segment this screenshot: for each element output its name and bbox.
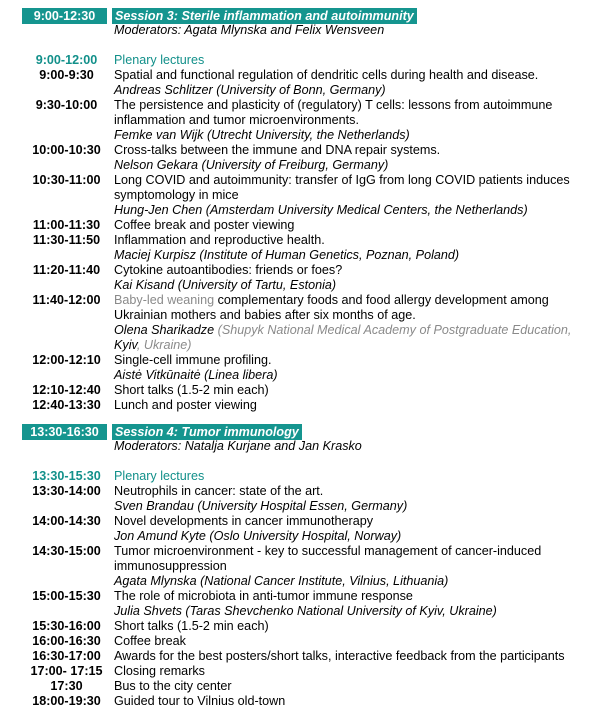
item-speaker: Hung-Jen Chen (Amsterdam University Medical Centers, the Netherlands): [114, 203, 528, 217]
item-title: Coffee break and poster viewing: [114, 218, 295, 232]
item-title: Tumor microenvironment - key to successful management of cancer-induced: [114, 544, 542, 558]
session-4-moderators: Moderators: Natalja Kurjane and Jan Krasko: [114, 439, 362, 453]
item-time: 9:00-9:30: [39, 68, 94, 82]
item-title: The persistence and plasticity of (regulatory) T cells: lessons from autoimmune: [114, 98, 553, 112]
item-title: Short talks (1.5-2 min each): [114, 619, 269, 633]
item-speaker: Maciej Kurpisz (Institute of Human Genetics, Poznan, Poland): [114, 248, 460, 262]
item-time: 11:40-12:00: [32, 293, 101, 307]
item-speaker: Sven Brandau (University Hospital Essen, Germany): [114, 499, 408, 513]
item-title-rest: complementary foods and food allergy development among: [214, 293, 549, 307]
item-time: 10:30-11:00: [32, 173, 101, 187]
item-title: Inflammation and reproductive health.: [114, 233, 325, 247]
session-4-plenary-label: Plenary lectures: [114, 469, 205, 483]
item-title: Novel developments in cancer immunotherapy: [114, 514, 374, 528]
item-title: Neutrophils in cancer: state of the art.: [114, 484, 324, 498]
item-title-cont: inflammation and tumor microenvironments.: [114, 113, 359, 127]
item-time: 11:20-11:40: [32, 263, 101, 277]
session-4-plenary-time: 13:30-15:30: [32, 469, 101, 483]
item-time: 9:30-10:00: [35, 98, 98, 112]
session-4-time: 13:30-16:30: [22, 424, 107, 440]
item-speaker-cont: [114, 338, 191, 353]
speaker-affiliation: (Shupyk National Medical Academy of Postgraduate Education,: [214, 323, 572, 337]
item-time: 16:30-17:00: [32, 649, 101, 663]
item-time: 11:30-11:50: [32, 233, 101, 247]
item-time: 15:30-16:00: [32, 619, 101, 633]
item-title: [114, 293, 549, 308]
item-time: 17:00- 17:15: [30, 664, 103, 678]
item-speaker: Nelson Gekara (University of Freiburg, Germany): [114, 158, 389, 172]
item-title: Coffee break: [114, 634, 186, 648]
item-speaker: Kai Kisand (University of Tartu, Estonia): [114, 278, 337, 292]
session-3-moderators: Moderators: Agata Mlynska and Felix Wensveen: [114, 23, 385, 37]
item-speaker: Andreas Schlitzer (University of Bonn, Germany): [114, 83, 386, 97]
item-title-cont: immunosuppression: [114, 559, 227, 573]
item-title-cont: Ukrainian mothers and babies after six months of age.: [114, 308, 416, 322]
item-speaker: Julia Shvets (Taras Shevchenko National University of Kyiv, Ukraine): [114, 604, 497, 618]
speaker-country: , Ukraine): [136, 338, 192, 352]
item-title: Guided tour to Vilnius old-town: [114, 694, 286, 708]
item-title: Closing remarks: [114, 664, 205, 678]
session-4-title: Session 4: Tumor immunology: [112, 424, 302, 440]
item-time: 12:00-12:10: [32, 353, 101, 367]
item-title: Single-cell immune profiling.: [114, 353, 272, 367]
speaker-name: Olena Sharikadze: [114, 323, 215, 337]
session-3-title: Session 3: Sterile inflammation and autoimmunity: [112, 8, 417, 24]
item-time: 13:30-14:00: [32, 484, 101, 498]
item-speaker: Aistė Vitkūnaitė (Linea libera): [114, 368, 278, 382]
item-time: 11:00-11:30: [32, 218, 101, 232]
item-speaker: Agata Mlynska (National Cancer Institute, Vilnius, Lithuania): [114, 574, 449, 588]
item-title: Cross-talks between the immune and DNA repair systems.: [114, 143, 441, 157]
item-title: Short talks (1.5-2 min each): [114, 383, 269, 397]
item-speaker: Jon Amund Kyte (Oslo University Hospital, Norway): [114, 529, 402, 543]
item-time: 18:00-19:30: [32, 694, 101, 708]
item-title: Awards for the best posters/short talks, interactive feedback from the participants: [114, 649, 565, 663]
item-time: 14:30-15:00: [32, 544, 101, 558]
item-title-gray: Baby-led weaning: [114, 293, 215, 307]
session-3-time: 9:00-12:30: [22, 8, 107, 24]
item-time: 16:00-16:30: [32, 634, 101, 648]
item-title-cont: symptomology in mice: [114, 188, 239, 202]
item-time: 12:10-12:40: [32, 383, 101, 397]
item-time: 12:40-13:30: [32, 398, 101, 412]
item-time: 17:30: [50, 679, 83, 693]
item-title: Bus to the city center: [114, 679, 232, 693]
item-time: 15:00-15:30: [32, 589, 101, 603]
item-title: Cytokine autoantibodies: friends or foes?: [114, 263, 343, 277]
session-3-plenary-label: Plenary lectures: [114, 53, 205, 67]
session-3-plenary-time: 9:00-12:00: [35, 53, 98, 67]
item-title: Lunch and poster viewing: [114, 398, 257, 412]
item-speaker: Femke van Wijk (Utrecht University, the Netherlands): [114, 128, 410, 142]
item-title: Long COVID and autoimmunity: transfer of IgG from long COVID patients induces: [114, 173, 570, 187]
item-time: 14:00-14:30: [32, 514, 101, 528]
item-title: Spatial and functional regulation of dendritic cells during health and disease.: [114, 68, 539, 82]
item-speaker: [114, 323, 571, 338]
item-title: The role of microbiota in anti-tumor immune response: [114, 589, 413, 603]
item-time: 10:00-10:30: [32, 143, 101, 157]
speaker-city: Kyiv: [114, 338, 137, 352]
